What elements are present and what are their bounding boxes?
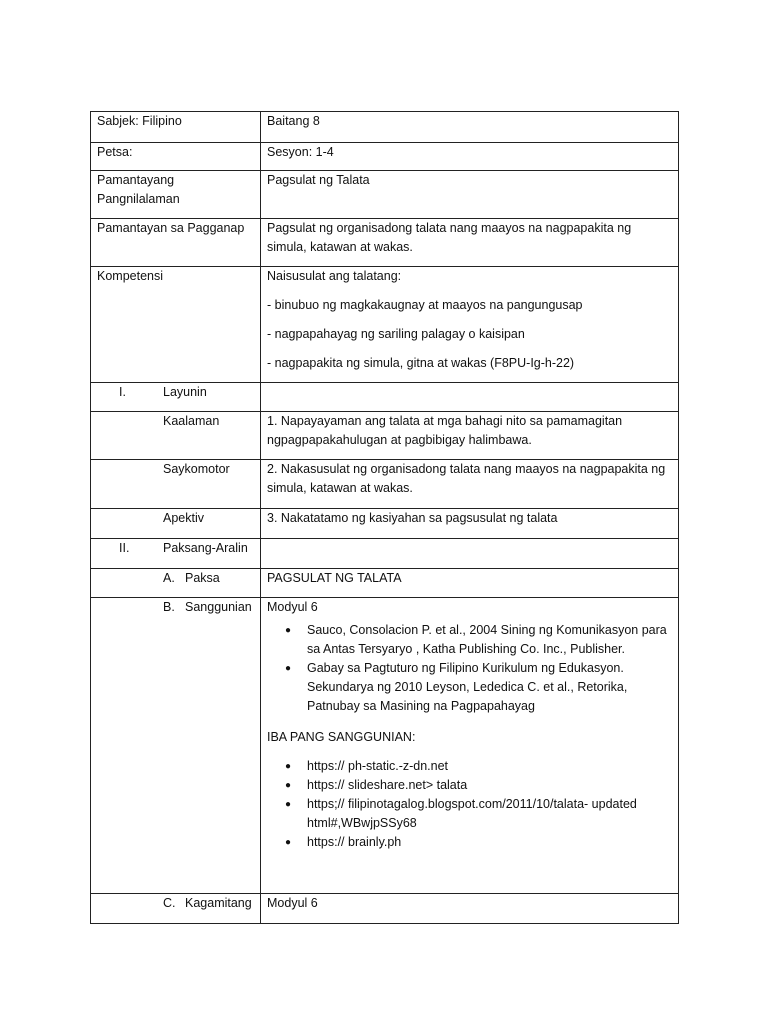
lesson-plan-table — [90, 111, 679, 924]
references-title: Sanggunian — [185, 600, 252, 614]
competency-line: Naisusulat ang talatang: — [267, 269, 402, 283]
subject-label: Sabjek: Filipino — [91, 112, 261, 143]
materials-value: Modyul 6 — [261, 894, 679, 924]
reference-item: ● Sauco, Consolacion P. et al., 2004 Sining ng Komunikasyon para sa Antas Tersyaryo , Katha Publishing Co. Inc., Publisher. — [307, 621, 672, 659]
materials-title: Kagamitang — [185, 896, 252, 910]
row-knowledge — [91, 412, 679, 460]
session-value: Sesyon: 1-4 — [261, 143, 679, 171]
knowledge-title: Kaalaman — [163, 414, 220, 428]
references-label — [91, 598, 261, 894]
reference-item: ● Gabay sa Pagtuturo ng Filipino Kurikulum ng Edukasyon. Sekundarya ng 2010 Leyson, Lededica C. et al., Retorika, Patnubay sa Masining na Pagpapahayag — [307, 659, 672, 716]
row-references — [91, 598, 679, 894]
affective-value: 3. Nakatatamo ng kasiyahan sa pagsusulat ng talata — [261, 509, 679, 539]
topic-value: PAGSULAT NG TALATA — [261, 569, 679, 598]
objectives-number: I. — [119, 385, 126, 399]
row-psychomotor — [91, 460, 679, 509]
grade-value: Baitang 8 — [261, 112, 679, 143]
competency-label: Kompetensi — [91, 267, 261, 383]
knowledge-label — [91, 412, 261, 460]
subject-matter-label — [91, 539, 261, 569]
references-value — [261, 598, 679, 894]
reference-link-item: ● https:// slideshare.net> talata — [307, 776, 672, 795]
performance-standard-value: Pagsulat ng organisadong talata nang maayos na nagpapakita ng simula, katawan at wakas. — [261, 219, 679, 267]
materials-letter: C. — [163, 896, 176, 910]
objectives-label — [91, 383, 261, 412]
other-references-heading: IBA PANG SANGGUNIAN: — [267, 730, 416, 744]
topic-letter: A. — [163, 571, 175, 585]
row-performance-standard — [91, 219, 679, 267]
competency-line: - binubuo ng magkakaugnay at maayos na pangungusap — [267, 298, 583, 312]
topic-label — [91, 569, 261, 598]
row-affective — [91, 509, 679, 539]
content-standard-value: Pagsulat ng Talata — [261, 171, 679, 219]
row-subject-matter — [91, 539, 679, 569]
row-materials — [91, 894, 679, 924]
subject-matter-title: Paksang-Aralin — [163, 541, 248, 555]
knowledge-value: 1. Napayayaman ang talata at mga bahagi nito sa pamamagitan ngpagpapakahulugan at pagbibigay halimbawa. — [261, 412, 679, 460]
psychomotor-title: Saykomotor — [163, 462, 230, 476]
competency-value — [261, 267, 679, 383]
competency-line: - nagpapakita ng simula, gitna at wakas (F8PU-Ig-h-22) — [267, 356, 575, 370]
subject-matter-value — [261, 539, 679, 569]
other-reference-list — [267, 757, 672, 852]
reference-link-item: ● https:// brainly.ph — [307, 833, 672, 852]
subject-matter-number: II. — [119, 541, 130, 555]
topic-title: Paksa — [185, 571, 220, 585]
reference-link-item: ● https;// filipinotagalog.blogspot.com/2011/10/talata- updated html#,WBwjpSSy68 — [307, 795, 672, 833]
materials-label — [91, 894, 261, 924]
affective-label — [91, 509, 261, 539]
row-competency — [91, 267, 679, 383]
row-content-standard — [91, 171, 679, 219]
performance-standard-label: Pamantayan sa Pagganap — [91, 219, 261, 267]
psychomotor-label — [91, 460, 261, 509]
row-subject — [91, 112, 679, 143]
content-standard-label-line2: Pangnilalaman — [97, 192, 180, 206]
competency-line: - nagpapahayag ng sariling palagay o kaisipan — [267, 327, 525, 341]
content-standard-label — [91, 171, 261, 219]
main-reference-list — [267, 621, 672, 716]
row-topic — [91, 569, 679, 598]
affective-title: Apektiv — [163, 511, 204, 525]
objectives-title: Layunin — [163, 385, 207, 399]
references-letter: B. — [163, 600, 175, 614]
references-module: Modyul 6 — [267, 600, 318, 614]
objectives-value — [261, 383, 679, 412]
row-date — [91, 143, 679, 171]
reference-link-item: ● https:// ph-static.-z-dn.net — [307, 757, 672, 776]
psychomotor-value: 2. Nakasusulat ng organisadong talata nang maayos na nagpapakita ng simula, katawan at wakas. — [261, 460, 679, 509]
date-label: Petsa: — [91, 143, 261, 171]
content-standard-label-line1: Pamantayang — [97, 173, 175, 187]
row-objectives — [91, 383, 679, 412]
